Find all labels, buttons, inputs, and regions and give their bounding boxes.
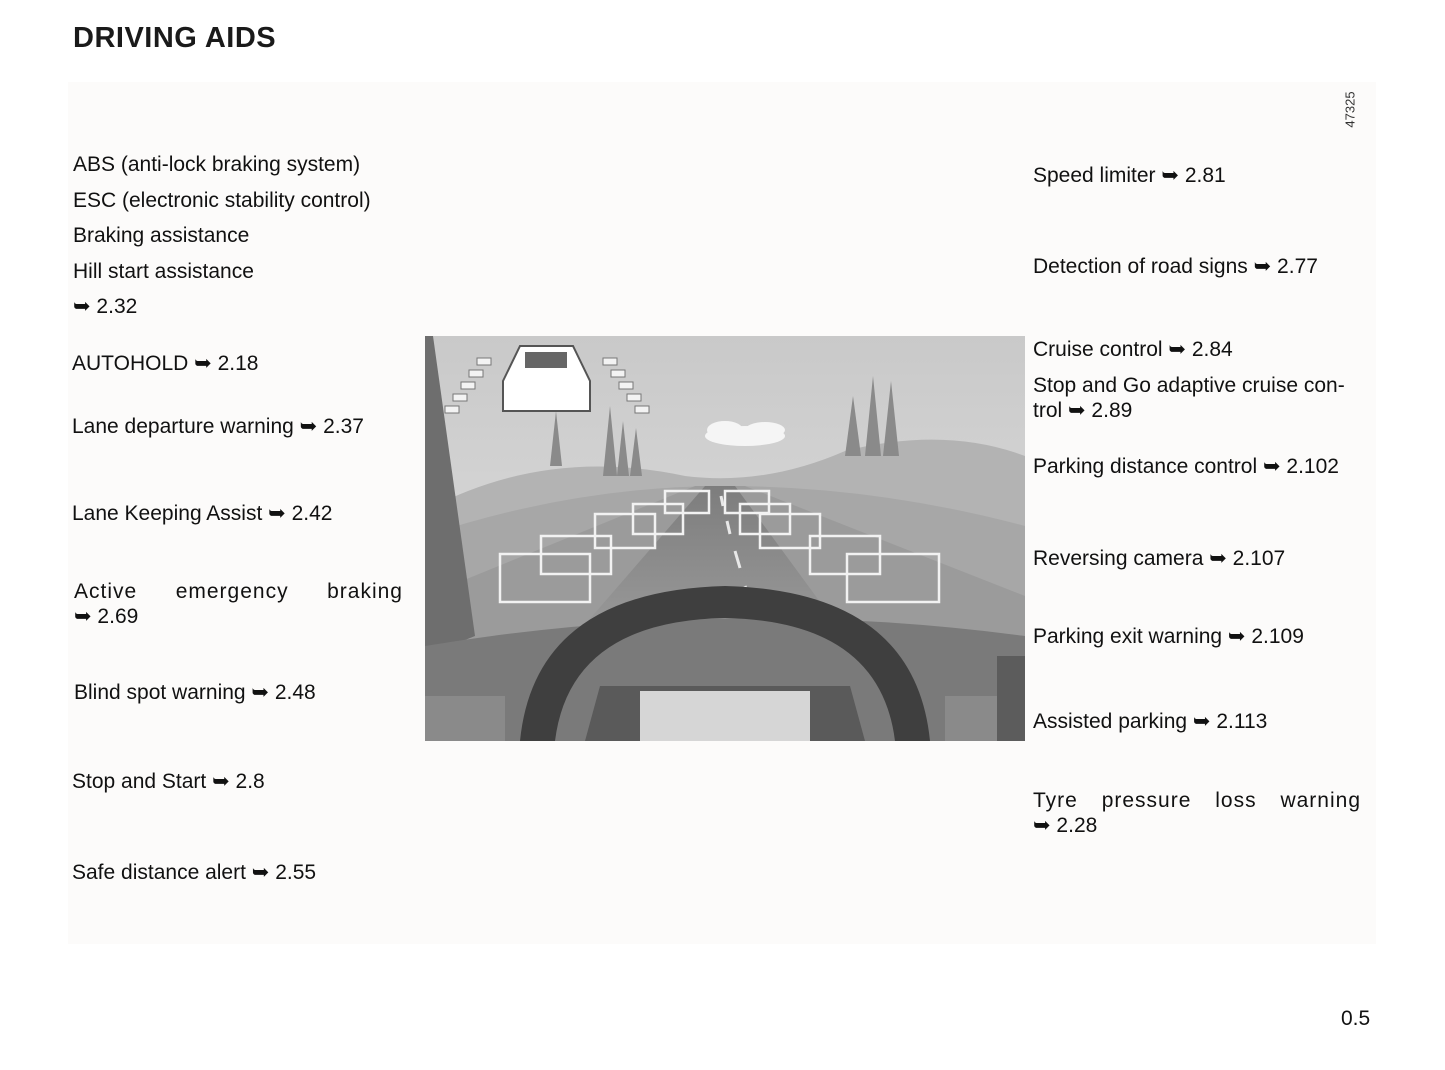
- tyre-line-1: Tyre pressure loss warning: [1033, 789, 1361, 812]
- cluster-display: [640, 691, 810, 741]
- page-number: 0.5: [1341, 1007, 1371, 1030]
- active-emergency-braking-link[interactable]: [74, 579, 403, 629]
- lane-keeping-assist-link[interactable]: Lane Keeping Assist ➥ 2.42: [72, 502, 333, 525]
- braking-assistance-label: Braking assistance: [73, 224, 250, 247]
- aeb-line-2: ➥ 2.69: [74, 605, 139, 628]
- reversing-camera-link[interactable]: Reversing camera ➥ 2.107: [1033, 547, 1286, 570]
- center-screen: [997, 656, 1025, 741]
- tyre-pressure-loss-warning-link[interactable]: [1033, 788, 1361, 838]
- abs-group-reference-link[interactable]: ➥ 2.32: [73, 295, 138, 318]
- tyre-line-2: ➥ 2.28: [1033, 814, 1098, 837]
- driving-aids-illustration: [425, 336, 1025, 741]
- parking-exit-warning-link[interactable]: Parking exit warning ➥ 2.109: [1033, 625, 1304, 648]
- image-reference-number: 47325: [1342, 91, 1358, 128]
- page-title: DRIVING AIDS: [73, 22, 277, 54]
- acc-line-1: Stop and Go adaptive cruise con-: [1033, 374, 1345, 397]
- acc-line-2: trol ➥ 2.89: [1033, 399, 1133, 422]
- adaptive-cruise-control-link[interactable]: [1033, 373, 1378, 423]
- assisted-parking-link[interactable]: Assisted parking ➥ 2.113: [1033, 710, 1268, 733]
- cruise-control-link[interactable]: Cruise control ➥ 2.84: [1033, 338, 1233, 361]
- image-reference: [1344, 90, 1364, 134]
- lane-departure-warning-link[interactable]: Lane departure warning ➥ 2.37: [72, 415, 364, 438]
- blind-spot-warning-link[interactable]: Blind spot warning ➥ 2.48: [74, 681, 316, 704]
- stop-and-start-link[interactable]: Stop and Start ➥ 2.8: [72, 770, 265, 793]
- abs-label: ABS (anti-lock braking system): [73, 153, 361, 176]
- air-vent-left: [425, 696, 505, 741]
- autohold-link[interactable]: AUTOHOLD ➥ 2.18: [72, 352, 259, 375]
- esc-label: ESC (electronic stability control): [73, 189, 371, 212]
- aeb-line-1: Active emergency braking: [74, 580, 403, 603]
- parking-distance-control-link[interactable]: Parking distance control ➥ 2.102: [1033, 455, 1339, 478]
- hill-start-label: Hill start assistance: [73, 260, 254, 283]
- safe-distance-alert-link[interactable]: Safe distance alert ➥ 2.55: [72, 861, 317, 884]
- road-sign-detection-link[interactable]: Detection of road signs ➥ 2.77: [1033, 255, 1318, 278]
- speed-limiter-link[interactable]: Speed limiter ➥ 2.81: [1033, 164, 1226, 187]
